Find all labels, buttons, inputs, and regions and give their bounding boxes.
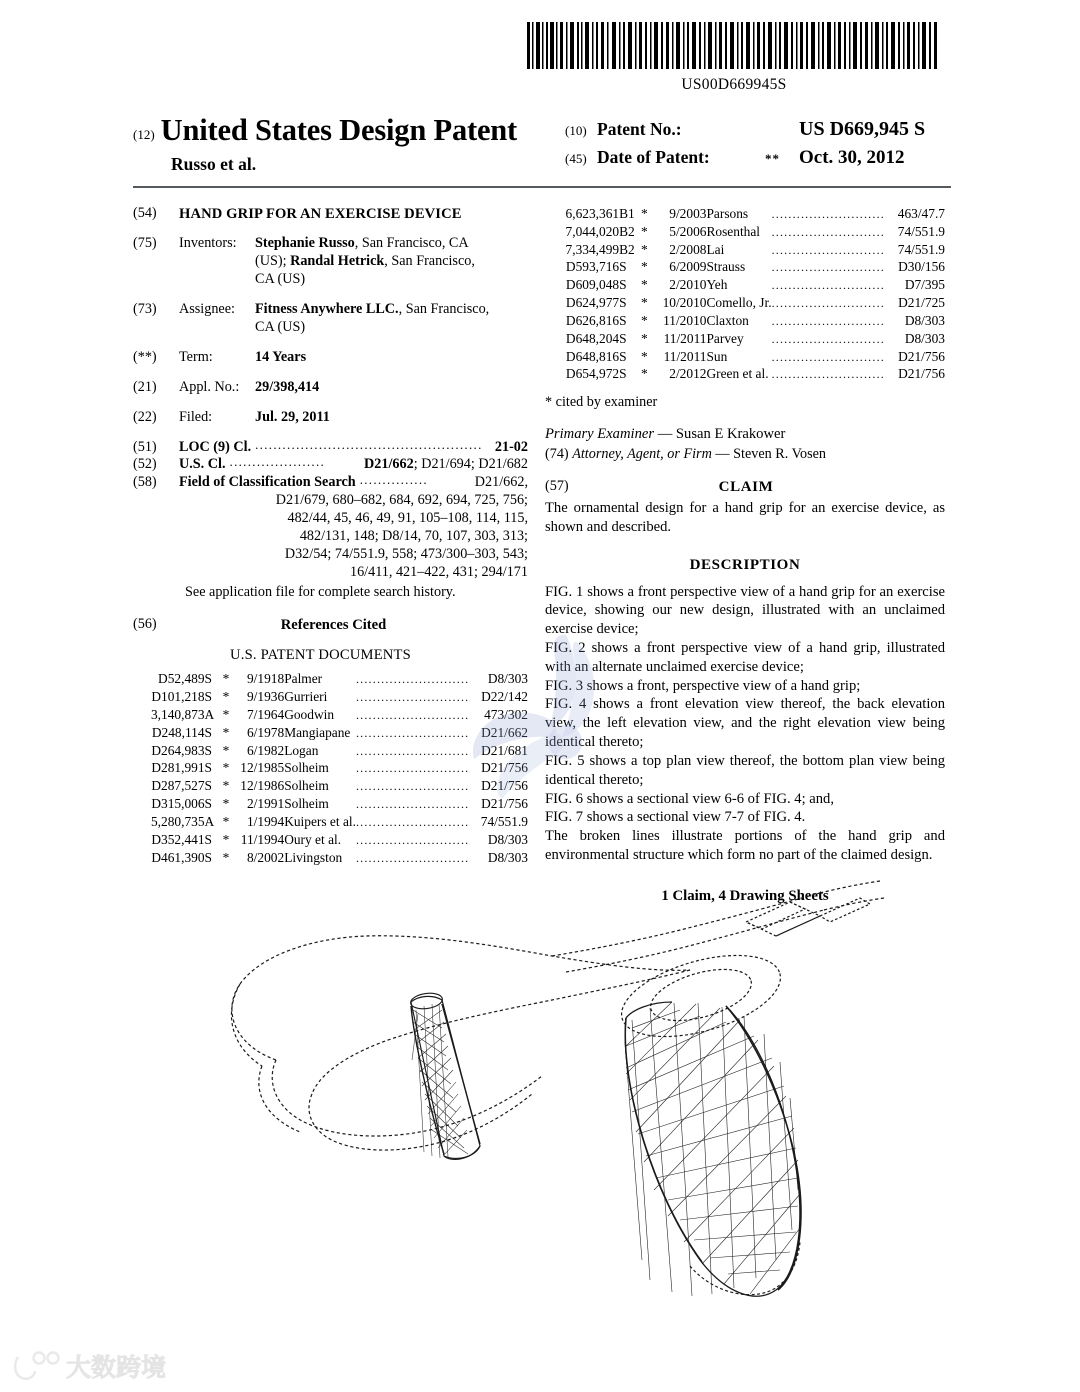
reference-name: Sun [706, 348, 728, 364]
inventor-1-name: Stephanie Russo [255, 235, 355, 252]
invention-title: HAND GRIP FOR AN EXERCISE DEVICE [179, 206, 462, 222]
reference-date: 11/2010 [663, 312, 707, 328]
reference-kind-code: B2 [619, 223, 635, 239]
reference-name: Rosenthal [706, 223, 761, 239]
reference-kind-code: S [204, 849, 212, 865]
appl-no-value: 29/398,414 [255, 378, 320, 395]
inid-22: (22) [133, 408, 157, 425]
reference-classification: D21/756 [481, 760, 528, 776]
reference-patent-number: D609,048 [565, 277, 620, 293]
reference-patent-number: D648,204 [565, 330, 620, 346]
reference-row [545, 365, 945, 383]
fos-value-first: D21/662, [474, 474, 528, 491]
reference-classification: D8/303 [487, 849, 528, 865]
reference-leader-dots: ........................... [771, 224, 885, 239]
date-label: Date of Patent: [597, 147, 710, 167]
reference-leader-dots: ........................... [355, 743, 470, 758]
reference-leader-dots: ........................... [355, 850, 470, 865]
patent-figure-drawing [180, 860, 1000, 1330]
assignee-value [255, 301, 528, 337]
reference-leader-dots: ........................... [355, 707, 470, 722]
fos-line-5: 16/411, 421–422, 431; 294/171 [349, 563, 528, 580]
inventors-value [255, 235, 528, 289]
inventor-2-state: CA (US) [255, 271, 306, 288]
reference-kind-code: S [204, 796, 212, 812]
reference-classification: D21/681 [481, 742, 528, 758]
reference-kind-code: S [619, 277, 627, 293]
assignee-row [133, 301, 528, 337]
reference-leader-dots: ........................... [771, 331, 885, 346]
term-value: 14 Years [255, 348, 307, 365]
right-column [545, 205, 945, 905]
cited-by-examiner-note: * cited by examiner [545, 394, 658, 411]
reference-patent-number: 6,623,361 [565, 206, 620, 221]
reference-examiner-star: * [222, 689, 230, 705]
patent-number-row [565, 118, 955, 141]
uscl-primary: D21/662 [364, 456, 414, 473]
reference-name: Parvey [706, 330, 744, 346]
barcode-number: US00D669945S [681, 76, 787, 93]
date-code: (45) [565, 151, 587, 166]
inid-73: (73) [133, 301, 157, 318]
reference-name: Comello, Jr. [706, 295, 772, 311]
reference-patent-number: D654,972 [565, 366, 620, 382]
see-application-note: See application file for complete search history. [185, 583, 456, 600]
primary-examiner-label: Primary Examiner [545, 426, 655, 443]
reference-name: Solheim [284, 778, 329, 794]
attorney-row [545, 446, 945, 464]
reference-examiner-star: * [640, 366, 648, 382]
assignee-name: Fitness Anywhere LLC. [255, 301, 399, 318]
fos-line-2: 482/44, 45, 46, 49, 91, 105–108, 114, 115, [287, 510, 528, 527]
reference-row [545, 276, 945, 294]
inventor-2-name: Randal Hetrick [290, 253, 385, 270]
reference-classification: D21/725 [898, 295, 945, 311]
reference-row [545, 241, 945, 259]
reference-leader-dots: ........................... [355, 832, 470, 847]
patent-header [133, 113, 951, 185]
inventor-2-city: , San Francisco, [384, 253, 475, 270]
patent-no-code: (10) [565, 123, 587, 138]
claim-header [545, 478, 945, 497]
description-title: DESCRIPTION [689, 556, 801, 573]
reference-date: 5/2006 [669, 223, 707, 239]
inventors-label: Inventors: [179, 235, 237, 252]
reference-examiner-star: * [222, 724, 230, 740]
reference-name: Lai [706, 241, 725, 257]
uscl-secondary: ; D21/694; D21/682 [413, 456, 528, 473]
term-asterisk-marker: ** [765, 151, 780, 166]
reference-classification: D21/756 [898, 366, 945, 382]
primary-examiner-row [545, 425, 945, 443]
reference-date: 2/2010 [669, 277, 707, 293]
reference-patent-number: D624,977 [565, 295, 620, 311]
reference-kind-code: A [204, 706, 215, 722]
reference-date: 10/2010 [662, 295, 707, 311]
reference-leader-dots: ........................... [771, 296, 885, 311]
reference-patent-number: D101,218 [151, 689, 205, 705]
reference-patent-number: 7,044,020 [565, 223, 620, 239]
reference-examiner-star: * [640, 295, 648, 311]
fos-label: Field of Classification Search [179, 474, 356, 491]
reference-row [545, 330, 945, 348]
watermark-logo-icon [8, 1345, 208, 1385]
references-table-left [133, 670, 528, 866]
reference-patent-number: 3,140,873 [150, 706, 205, 722]
uscl-label: U.S. Cl. [179, 456, 226, 473]
reference-examiner-star: * [222, 760, 230, 776]
reference-patent-number: D281,991 [151, 760, 205, 776]
reference-classification: D8/303 [487, 671, 528, 687]
reference-kind-code: S [204, 742, 212, 758]
reference-classification: D21/756 [481, 778, 528, 794]
strap-webbing [552, 881, 884, 972]
references-table-right [545, 205, 945, 383]
reference-kind-code: S [619, 366, 627, 382]
reference-name: Yeh [706, 277, 728, 293]
reference-name: Solheim [284, 796, 329, 812]
reference-date: 9/2003 [669, 206, 707, 221]
reference-leader-dots: ........................... [771, 207, 885, 221]
reference-examiner-star: * [222, 742, 230, 758]
reference-date: 9/1936 [246, 689, 285, 705]
reference-kind-code: A [204, 813, 215, 829]
reference-kind-code: B1 [619, 206, 635, 221]
reference-kind-code: S [204, 760, 212, 776]
reference-kind-code: S [619, 330, 627, 346]
drawing-sheets-count: 1 Claim, 4 Drawing Sheets [661, 887, 829, 904]
assignee-city: , San Francisco, [398, 301, 490, 318]
reference-row [545, 348, 945, 366]
reference-name: Mangiapane [284, 724, 351, 740]
reference-date: 6/1978 [246, 724, 285, 740]
reference-row [545, 258, 945, 276]
attorney-value: — Steven R. Vosen [715, 445, 826, 462]
reference-classification: D21/662 [481, 724, 528, 740]
reference-row [545, 223, 945, 241]
reference-patent-number: D626,816 [565, 312, 620, 328]
reference-row [133, 759, 528, 777]
reference-date: 2/2008 [669, 241, 707, 257]
reference-row [545, 294, 945, 312]
reference-examiner-star: * [640, 277, 648, 293]
reference-leader-dots: ........................... [771, 260, 885, 275]
patent-date-row [565, 147, 955, 169]
reference-row [133, 831, 528, 849]
term-row [133, 349, 528, 367]
reference-date: 11/1994 [240, 831, 285, 847]
reference-leader-dots: ........................... [355, 761, 470, 776]
fos-line-3: 482/131, 148; D8/14, 70, 107, 303, 313; [299, 527, 528, 544]
barcode-block [525, 22, 943, 94]
reference-leader-dots: ........................... [771, 367, 885, 382]
reference-name: Kuipers et al. [284, 813, 356, 829]
uscl-leader-dots: ..................... [229, 454, 326, 470]
references-cited-title: References Cited [280, 616, 387, 633]
kind-code: (12) [133, 127, 155, 142]
assignee-label: Assignee: [179, 301, 235, 318]
reference-leader-dots: ........................... [355, 797, 470, 812]
header-left [133, 113, 563, 175]
description-paragraph: FIG. 7 shows a sectional view 7-7 of FIG. 4. [545, 809, 806, 826]
hand-grip-small [410, 991, 480, 1159]
reference-patent-number: 7,334,499 [565, 241, 620, 257]
reference-classification: D8/303 [904, 330, 945, 346]
reference-kind-code: S [204, 724, 212, 740]
reference-name: Logan [284, 742, 319, 758]
reference-patent-number: 5,280,735 [150, 813, 205, 829]
inid-58: (58) [133, 474, 157, 491]
reference-kind-code: S [204, 778, 212, 794]
reference-leader-dots: ........................... [355, 779, 470, 794]
reference-kind-code: S [204, 671, 212, 687]
term-label: Term: [179, 348, 213, 365]
reference-examiner-star: * [222, 849, 230, 865]
reference-date: 2/1991 [246, 796, 285, 812]
reference-leader-dots: ........................... [771, 278, 885, 293]
reference-classification: D22/142 [481, 689, 528, 705]
reference-row [133, 742, 528, 760]
reference-examiner-star: * [222, 831, 230, 847]
appl-no-label: Appl. No.: [179, 378, 240, 395]
description-paragraph: FIG. 1 shows a front perspective view of a hand grip for an exercise device, showing our new design, illustrated with an unclaimed exercise device; [545, 583, 945, 638]
inventor-2-prefix: (US); [255, 253, 291, 270]
reference-kind-code: S [619, 348, 627, 364]
reference-row [133, 795, 528, 813]
primary-examiner-value: — Susan E Krakower [657, 426, 786, 443]
reference-classification: 463/47.7 [897, 206, 945, 221]
watermark-text: 大数跨境 [66, 1354, 167, 1382]
reference-date: 8/2002 [246, 849, 285, 865]
reference-kind-code: S [204, 689, 212, 705]
attorney-label: Attorney, Agent, or Firm [572, 445, 712, 462]
description-paragraph: The broken lines illustrate portions of the hand grip and environmental structure which form no part of the claimed design. [545, 828, 945, 863]
reference-row [545, 312, 945, 330]
reference-date: 6/1982 [246, 742, 285, 758]
inid-54: (54) [133, 205, 157, 221]
left-column [133, 205, 528, 866]
reference-classification: D21/756 [898, 348, 945, 364]
reference-examiner-star: * [222, 671, 230, 687]
reference-patent-number: D248,114 [151, 724, 205, 740]
inid-74: (74) [545, 445, 569, 462]
patent-no-value: US D669,945 S [799, 118, 926, 140]
reference-classification: 74/551.9 [897, 223, 945, 239]
reference-kind-code: S [204, 831, 212, 847]
reference-date: 12/1986 [240, 778, 285, 794]
loc-label: LOC (9) Cl. [179, 438, 252, 455]
reference-examiner-star: * [222, 778, 230, 794]
reference-classification: 473/302 [484, 706, 528, 722]
description-paragraph: FIG. 2 shows a front perspective view of a hand grip, illustrated with an alternate unclaimed exercise device; [545, 640, 945, 675]
reference-leader-dots: ........................... [771, 349, 885, 364]
reference-examiner-star: * [640, 259, 648, 275]
reference-classification: D30/156 [898, 259, 945, 275]
reference-row [133, 724, 528, 742]
reference-patent-number: D315,006 [151, 796, 205, 812]
filed-row [133, 409, 528, 427]
field-of-search-row [133, 474, 528, 492]
inventor-1-city: , San Francisco, CA [354, 235, 469, 252]
reference-name: Goodwin [284, 706, 335, 722]
reference-name: Oury et al. [284, 831, 342, 847]
reference-classification: 74/551.9 [480, 813, 528, 829]
reference-name: Palmer [284, 671, 323, 687]
reference-examiner-star: * [640, 223, 648, 239]
reference-name: Parsons [706, 206, 749, 221]
reference-patent-number: D461,390 [151, 849, 205, 865]
description-paragraph: FIG. 6 shows a sectional view 6-6 of FIG. 4; and, [545, 790, 834, 807]
strap-loop-outline [231, 936, 690, 1150]
reference-examiner-star: * [222, 706, 230, 722]
site-watermark [8, 1345, 208, 1385]
reference-examiner-star: * [222, 813, 230, 829]
inid-term: (**) [133, 348, 157, 365]
reference-date: 11/2011 [663, 330, 707, 346]
reference-name: Livingston [284, 849, 343, 865]
filed-label: Filed: [179, 408, 213, 425]
description-paragraph: FIG. 4 shows a front elevation view thereof, the back elevation view, the left elevation view, and the right elevation view being identical thereto; [545, 696, 945, 751]
reference-row [545, 205, 945, 223]
loc-leader-dots: .................................................. [255, 436, 483, 452]
date-value: Oct. 30, 2012 [799, 147, 905, 168]
reference-kind-code: S [619, 312, 627, 328]
reference-row [133, 706, 528, 724]
reference-name: Gurrieri [284, 689, 328, 705]
reference-patent-number: D648,816 [565, 348, 620, 364]
application-number-row [133, 379, 528, 397]
reference-kind-code: B2 [619, 241, 635, 257]
reference-name: Solheim [284, 760, 329, 776]
inid-21: (21) [133, 378, 157, 395]
claim-text: The ornamental design for a hand grip for an exercise device, as shown and described. [545, 500, 945, 535]
header-divider [133, 186, 951, 188]
inid-51: (51) [133, 438, 157, 455]
reference-kind-code: S [619, 259, 627, 275]
loc-value: 21-02 [494, 438, 528, 455]
invention-title-row [133, 205, 528, 223]
reference-examiner-star: * [640, 348, 648, 364]
assignee-state: CA (US) [255, 318, 306, 335]
reference-kind-code: S [619, 295, 627, 311]
fos-line-4: D32/54; 74/551.9, 558; 473/300–303, 543; [284, 545, 528, 562]
reference-classification: D8/303 [487, 831, 528, 847]
reference-date: 12/1985 [240, 760, 285, 776]
applicant-name: Russo et al. [171, 154, 257, 174]
header-right [565, 118, 955, 175]
reference-row [133, 688, 528, 706]
hand-grip-large [613, 940, 801, 1296]
reference-leader-dots: ........................... [355, 814, 470, 829]
reference-leader-dots: ........................... [355, 672, 470, 687]
inid-56: (56) [133, 615, 157, 632]
reference-date: 9/1918 [246, 671, 285, 687]
us-patent-documents-subhead: U.S. PATENT DOCUMENTS [230, 646, 411, 663]
strap-buckle [746, 898, 870, 936]
reference-row [133, 777, 528, 795]
reference-classification: D7/395 [904, 277, 945, 293]
reference-date: 7/1964 [246, 706, 285, 722]
reference-classification: D21/756 [481, 796, 528, 812]
reference-date: 6/2009 [669, 259, 707, 275]
reference-leader-dots: ........................... [355, 725, 470, 740]
inventors-row [133, 235, 528, 289]
reference-examiner-star: * [222, 796, 230, 812]
reference-examiner-star: * [640, 206, 648, 221]
page-title: United States Design Patent [160, 113, 518, 147]
patent-no-label: Patent No.: [597, 119, 682, 139]
references-cited-header [133, 616, 528, 634]
reference-patent-number: D264,983 [151, 742, 205, 758]
claim-title: CLAIM [718, 479, 774, 496]
inid-52: (52) [133, 456, 157, 473]
reference-leader-dots: ........................... [771, 242, 885, 257]
description-body [545, 583, 945, 865]
inid-75: (75) [133, 235, 157, 252]
reference-name: Strauss [706, 259, 746, 275]
description-paragraph: FIG. 3 shows a front, perspective view of a hand grip; [545, 677, 861, 694]
reference-patent-number: D352,441 [151, 831, 205, 847]
reference-examiner-star: * [640, 330, 648, 346]
reference-patent-number: D52,489 [158, 671, 205, 687]
reference-patent-number: D593,716 [565, 259, 620, 275]
reference-date: 2/2012 [669, 366, 707, 382]
reference-classification: D8/303 [904, 312, 945, 328]
description-paragraph: FIG. 5 shows a top plan view thereof, the bottom plan view being identical thereto; [545, 752, 945, 788]
reference-classification: 74/551.9 [897, 241, 945, 257]
reference-row [133, 813, 528, 831]
reference-date: 11/2011 [663, 348, 707, 364]
reference-patent-number: D287,527 [151, 778, 205, 794]
barcode-image [525, 22, 943, 69]
reference-leader-dots: ........................... [355, 690, 470, 705]
fos-leader-dots: ............... [359, 472, 428, 488]
filed-value: Jul. 29, 2011 [255, 408, 330, 425]
reference-examiner-star: * [640, 241, 648, 257]
reference-examiner-star: * [640, 312, 648, 328]
inid-57: (57) [545, 478, 569, 495]
fos-line-1: D21/679, 680–682, 684, 692, 694, 725, 756; [275, 492, 528, 509]
reference-date: 1/1994 [246, 813, 285, 829]
reference-name: Claxton [706, 312, 749, 328]
reference-row [133, 670, 528, 688]
reference-name: Green et al. [706, 366, 769, 382]
reference-leader-dots: ........................... [771, 313, 885, 328]
